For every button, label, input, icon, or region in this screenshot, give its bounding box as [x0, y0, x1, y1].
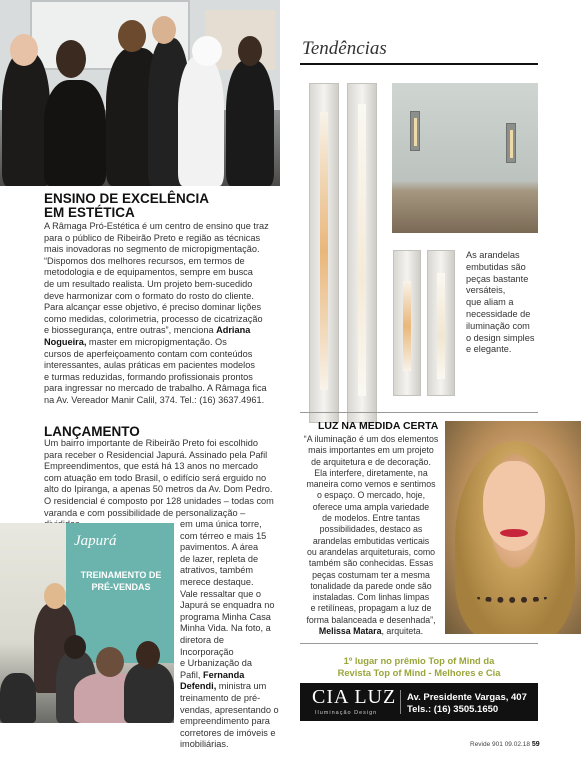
photo-architect: [445, 421, 581, 634]
cia-luz-logo: CIA LUZ: [312, 686, 397, 708]
japura-banner: Japurá TREINAMENTO DE PRÉ-VENDAS: [66, 523, 174, 663]
divider-bottom: [300, 643, 538, 644]
ensino-body: A Râmaga Pró-Estética é um centro de ensino que traz para o público de Ribeirão Preto e região as técnicas mais inovadoras no segmento de micropigmentação. “Dispomos dos melhores recursos, em termos de metodologia e de equipamentos, sempre em busca de um resultado realista. Um projeto bem-sucedido deve harmonizar com o formato do rosto do cliente. Para alcançar esse objetivo, é preciso dominar lições como medidas, colorimetria, processo de cicatrização e biossegurança, entre outras”, menciona Adriana Nogueira, master em micropigmentação. Os cursos de aperfeiçoamento contam com conteúdos interessantes, aulas práticas em pacientes modelos e turmas reduzidas, formando profissionais prontos para ingressar no mercado de trabalho. A Râmaga fica na Av. Vereador Manir Calil, 374. Tel.: (16) 3637.4961.: [44, 221, 269, 405]
photo-training: [0, 523, 174, 723]
ad-contact: Av. Presidente Vargas, 407 Tels.: (16) 3505.1650: [407, 692, 527, 715]
recessed-lamp-tall-1: [309, 83, 339, 423]
recessed-lamp-tall-2: [347, 83, 377, 423]
ensino-person-name: Adriana: [216, 325, 251, 336]
divider: [300, 412, 538, 413]
recessed-lamp-short-2: [427, 250, 455, 396]
section-rule: [300, 63, 538, 65]
lancamento-body-narrow: em uma única torre, com térreo e mais 15 pavimentos. A área de lazer, repleta de atrativos, também merece destaque. Vale ressaltar que o Japurá se enquadra no programa Minha Casa Minha Vida. Na foto, a diretora de Incorporação e Urbanização da Pafil, Fernanda Defendi, ministra um treinamento de pré- vendas, apresentando o empreendimento para corretores de imóveis e imobiliárias.: [180, 519, 279, 750]
cia-luz-ad: CIA LUZ Iluminação Design Av. Presidente Vargas, 407 Tels.: (16) 3505.1650: [300, 683, 538, 721]
luz-body: “A iluminação é um dos elementos mais importantes em um projeto de arquitetura e de decoração. Ela interfere, diretamente, na maneira como vemos e sentimos o espaço. O mercado, hoje, oferece uma ampla variedade de modelos. Entre tantas possibilidades, destaco as arandelas embutidas verticais ou arandelas arquiteturais, como também são conhecidas. Essas peças costumam ter a mesma tonalidade da parede onde são instaladas. Com linhas limpas e retilíneas, propagam a luz de forma balanceada e desenhada”, Melissa Matara, arquiteta.: [303, 434, 439, 637]
lancamento-body: Um bairro importante de Ribeirão Preto foi escolhido para receber o Residencial Japurá. Assinado pela Pafil Empreendimentos, que está há 13 anos no mercado com atuação em todo Brasil, o edifício será erguido no alto do Ipiranga, a apenas 50 metros da Av. Dom Pedro. O residencial é composto por 128 unidades – todas com varanda e com possibilidade de personalização –: [44, 438, 274, 518]
award-text: 1º lugar no prêmio Top of Mind da Revista Top of Mind - Melhores e Cia: [337, 655, 501, 678]
page-footer: Revide 901 09.02.18 59: [470, 741, 540, 748]
recessed-lamp-short-1: [393, 250, 421, 396]
lancamento-title: LANÇAMENTO: [44, 424, 140, 439]
section-title: Tendências: [302, 38, 387, 59]
luz-title: LUZ NA MEDIDA CERTA: [318, 420, 439, 432]
lancamento-person-name: Fernanda: [202, 669, 245, 680]
luz-author: Melissa Matara: [318, 626, 382, 637]
photo-esthetics-class: [0, 0, 280, 186]
lamps-caption: As arandelas embutidas são peças bastante versáteis, que aliam a necessidade de iluminação com o design simples e elegante.: [466, 250, 535, 355]
ensino-title-line2: EM ESTÉTICA: [44, 205, 135, 220]
ensino-title: [44, 192, 209, 220]
photo-wall-sconces: [392, 83, 538, 233]
page-number: 59: [531, 741, 540, 748]
ensino-title-line1: ENSINO DE EXCELÊNCIA: [44, 191, 210, 206]
